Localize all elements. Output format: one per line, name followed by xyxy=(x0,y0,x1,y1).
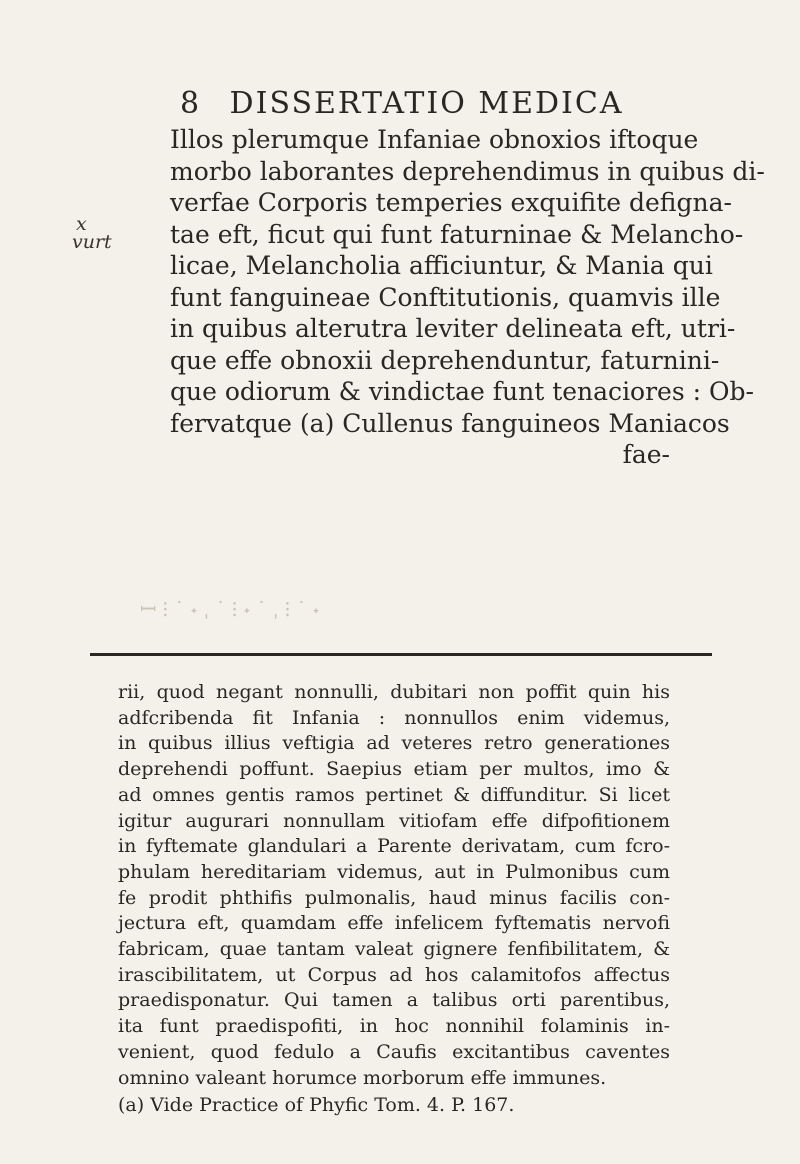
page-number: 8 xyxy=(180,86,202,121)
footnote-line: omnino valeant horumce morborum effe immunes. xyxy=(118,1066,607,1089)
text-line: que effe obnoxii deprehenduntur, faturnini- xyxy=(170,345,720,375)
footnote-rule xyxy=(90,653,712,656)
footnote-line: in fyftemate glandulari a Parente derivatam, cum fcro- xyxy=(118,835,670,858)
footnote-line: ita funt praedispofiti, in hoc nonnihil folaminis in- xyxy=(118,1015,670,1038)
footnote-line: jectura eft, quamdam effe infelicem fyftematis nervofi xyxy=(118,912,670,935)
text-line: que odiorum & vindictae funt tenaciores : Ob- xyxy=(170,377,754,406)
footnote-reference: (a) Vide Practice of Phyfic Tom. 4. P. 167. xyxy=(118,1094,515,1117)
text-line: morbo laborantes deprehendimus in quibus di- xyxy=(170,156,765,186)
margin-mark: x xyxy=(76,213,87,235)
footnote-line: fabricam, quae tantam valeat gignere fenfibilitatem, & xyxy=(118,938,670,961)
text-line: verfae Corporis temperies exquifite defigna- xyxy=(170,188,732,217)
bleed-through-text: ꟷ͏ ⁝ ˙ ˖ ˌ ˙ ⁝ ˖ ˙ ˌ ⁝ ˙ ˖ xyxy=(140,597,320,621)
footnote-line: fe prodit phthifis pulmonalis, haud minus facilis con- xyxy=(118,886,670,909)
footnote xyxy=(118,680,670,1119)
footnote-line: igitur augurari nonnullam vitiofam effe difpofitionem xyxy=(118,809,670,832)
running-title: DISSERTATIO MEDICA xyxy=(229,86,624,121)
main-text xyxy=(170,124,765,471)
footnote-line: rii, quod negant nonnulli, dubitari non poffit quin his xyxy=(118,681,670,703)
text-line: Illos plerumque Infaniae obnoxios iftoque xyxy=(170,125,699,154)
footnote-line: venient, quod fedulo a Caufis excitantibus caventes xyxy=(118,1040,670,1063)
text-line: funt fanguineae Conftitutionis, quamvis ille xyxy=(170,282,721,312)
footnote-line: praedisponatur. Qui tamen a talibus orti parentibus, xyxy=(118,989,670,1012)
running-header xyxy=(180,86,660,121)
margin-word: vurt xyxy=(72,231,112,253)
text-line: tae eft, ficut qui funt faturninae & Melancho- xyxy=(170,219,744,249)
handwritten-margin-note xyxy=(72,215,112,251)
footnote-line: phulam hereditariam videmus, aut in Pulmonibus cum xyxy=(118,860,670,883)
footnote-line: irascibilitatem, ut Corpus ad hos calamitofos affectus xyxy=(118,963,670,986)
text-line: fervatque (a) Cullenus fanguineos Maniacos xyxy=(170,408,730,438)
footnote-line: deprehendi poffunt. Saepius etiam per multos, imo & xyxy=(118,758,670,781)
text-line: in quibus alterutra leviter delineata eft, utri- xyxy=(170,314,736,343)
text-line: licae, Melancholia afficiuntur, & Mania qui xyxy=(170,251,713,280)
footnote-line: in quibus illius veftigia ad veteres retro generationes xyxy=(118,732,670,755)
footnote-line: adfcribenda fit Infania : nonnullos enim videmus, xyxy=(118,706,670,729)
footnote-line: ad omnes gentis ramos pertinet & diffunditur. Si licet xyxy=(118,783,670,806)
catchword: fae- xyxy=(622,440,670,469)
